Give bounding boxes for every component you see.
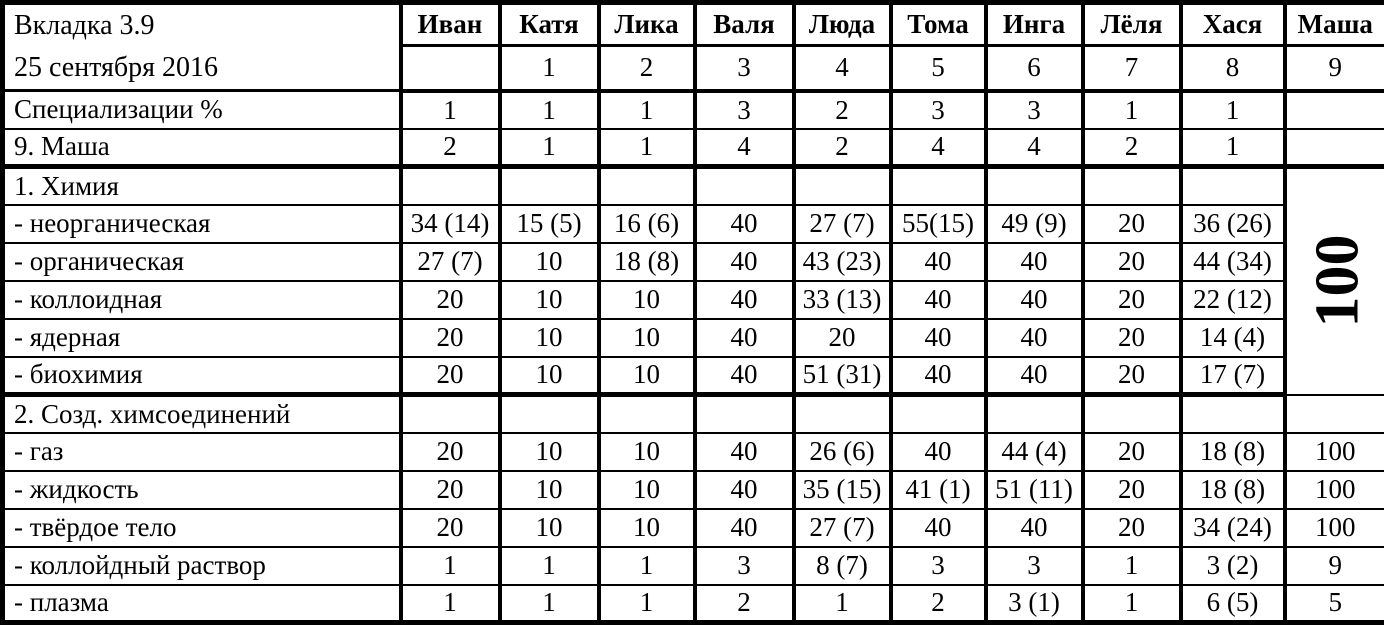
table-row (3, 547, 1384, 585)
cell: 27 (7) (794, 509, 891, 547)
merged-total-cell (1285, 167, 1384, 395)
cell: 5 (891, 46, 986, 91)
cell: 40 (986, 281, 1083, 319)
column-header: Люда (794, 3, 891, 46)
cell: 3 (986, 547, 1083, 585)
cell: 20 (401, 471, 500, 509)
row-label: - биохимия (3, 357, 401, 395)
cell (500, 395, 599, 433)
cell: 10 (599, 281, 695, 319)
cell: 40 (891, 357, 986, 395)
cell: 6 (5) (1181, 585, 1285, 623)
cell: 40 (891, 281, 986, 319)
table-row (3, 585, 1384, 623)
cell (1285, 129, 1384, 167)
column-header: Катя (500, 3, 599, 46)
cell: 49 (9) (986, 205, 1083, 243)
cell (500, 167, 599, 205)
cell: 20 (401, 281, 500, 319)
column-header: Иван (401, 3, 500, 46)
cell: 1 (500, 129, 599, 167)
cell: 8 (1181, 46, 1285, 91)
cell: 14 (4) (1181, 319, 1285, 357)
table-row-section (3, 167, 1384, 205)
cell: 20 (1083, 205, 1181, 243)
table-row (3, 281, 1384, 319)
cell: 10 (599, 433, 695, 471)
cell (599, 395, 695, 433)
row-label: 9. Маша (3, 129, 401, 167)
cell: 40 (695, 509, 794, 547)
cell (1181, 167, 1285, 205)
cell: 20 (1083, 281, 1181, 319)
cell: 27 (7) (794, 205, 891, 243)
cell (1083, 395, 1181, 433)
cell: 10 (599, 509, 695, 547)
row-label: - твёрдое тело (3, 509, 401, 547)
cell: 10 (500, 281, 599, 319)
cell: 1 (1083, 547, 1181, 585)
cell: 3 (891, 91, 986, 129)
table-row (3, 357, 1384, 395)
rotated-total: 100 (1306, 235, 1368, 328)
cell: 40 (695, 205, 794, 243)
table-row (3, 91, 1384, 129)
cell: 18 (8) (1181, 433, 1285, 471)
cell: 3 (986, 91, 1083, 129)
row-label: - жидкость (3, 471, 401, 509)
cell: 40 (986, 509, 1083, 547)
cell: 40 (695, 319, 794, 357)
cell: 40 (695, 433, 794, 471)
cell: 34 (14) (401, 205, 500, 243)
cell (695, 395, 794, 433)
cell: 2 (891, 585, 986, 623)
table-row (3, 129, 1384, 167)
table-row (3, 471, 1384, 509)
cell: 4 (794, 46, 891, 91)
cell: 10 (599, 319, 695, 357)
column-header: Лика (599, 3, 695, 46)
table-date: 25 сентября 2016 (14, 47, 395, 89)
cell: 1 (401, 547, 500, 585)
cell: 7 (1083, 46, 1181, 91)
cell: 3 (695, 46, 794, 91)
cell: 20 (1083, 509, 1181, 547)
cell: 4 (891, 129, 986, 167)
cell: 8 (7) (794, 547, 891, 585)
cell: 2 (1083, 129, 1181, 167)
table-row (3, 243, 1384, 281)
cell: 1 (794, 585, 891, 623)
total-cell: 100 (1285, 509, 1384, 547)
row-label: - коллойдный раствор (3, 547, 401, 585)
cell: 10 (500, 509, 599, 547)
cell: 20 (401, 319, 500, 357)
cell: 10 (500, 243, 599, 281)
cell (401, 46, 500, 91)
cell: 1 (1181, 91, 1285, 129)
cell: 40 (891, 509, 986, 547)
section-label: 2. Созд. химсоединений (3, 395, 401, 433)
cell: 1 (1083, 91, 1181, 129)
table-row (3, 509, 1384, 547)
row-label: - плазма (3, 585, 401, 623)
cell: 10 (500, 471, 599, 509)
cell: 20 (1083, 357, 1181, 395)
column-header: Инга (986, 3, 1083, 46)
cell: 20 (1083, 243, 1181, 281)
cell: 20 (401, 509, 500, 547)
table-row (3, 205, 1384, 243)
cell: 40 (695, 281, 794, 319)
cell: 3 (695, 91, 794, 129)
cell: 35 (15) (794, 471, 891, 509)
cell: 1 (599, 129, 695, 167)
cell: 1 (401, 91, 500, 129)
cell: 4 (695, 129, 794, 167)
cell (891, 395, 986, 433)
cell: 40 (986, 243, 1083, 281)
table-row (3, 433, 1384, 471)
cell: 33 (13) (794, 281, 891, 319)
cell: 40 (891, 433, 986, 471)
cell: 40 (695, 471, 794, 509)
column-header: Валя (695, 3, 794, 46)
cell: 41 (1) (891, 471, 986, 509)
cell: 1 (599, 585, 695, 623)
total-cell: 5 (1285, 585, 1384, 623)
row-label: - коллоидная (3, 281, 401, 319)
cell: 40 (891, 243, 986, 281)
cell: 2 (794, 129, 891, 167)
column-header: Хася (1181, 3, 1285, 46)
cell: 9 (1285, 46, 1384, 91)
cell: 4 (986, 129, 1083, 167)
table-title: Вкладка 3.9 (14, 5, 395, 47)
cell: 20 (1083, 433, 1181, 471)
cell: 40 (695, 243, 794, 281)
cell: 1 (1181, 129, 1285, 167)
cell: 10 (500, 357, 599, 395)
cell: 20 (1083, 319, 1181, 357)
row-label: - ядерная (3, 319, 401, 357)
cell: 15 (5) (500, 205, 599, 243)
cell: 20 (794, 319, 891, 357)
cell: 55(15) (891, 205, 986, 243)
cell: 10 (500, 319, 599, 357)
cell (986, 395, 1083, 433)
cell: 22 (12) (1181, 281, 1285, 319)
total-cell: 100 (1285, 433, 1384, 471)
cell: 26 (6) (794, 433, 891, 471)
cell: 27 (7) (401, 243, 500, 281)
cell (401, 167, 500, 205)
cell: 2 (401, 129, 500, 167)
table-title-cell (3, 3, 401, 91)
cell (986, 167, 1083, 205)
table-row-section (3, 395, 1384, 433)
cell: 17 (7) (1181, 357, 1285, 395)
cell: 20 (1083, 471, 1181, 509)
cell: 2 (695, 585, 794, 623)
cell (794, 167, 891, 205)
column-header: Лёля (1083, 3, 1181, 46)
cell: 6 (986, 46, 1083, 91)
cell: 40 (891, 319, 986, 357)
cell: 1 (599, 547, 695, 585)
row-label: - неорганическая (3, 205, 401, 243)
cell: 3 (1) (986, 585, 1083, 623)
total-cell: 100 (1285, 471, 1384, 509)
cell (1285, 395, 1384, 433)
cell: 44 (34) (1181, 243, 1285, 281)
cell (891, 167, 986, 205)
cell: 18 (8) (1181, 471, 1285, 509)
cell: 1 (500, 547, 599, 585)
cell (695, 167, 794, 205)
table-row-names (3, 3, 1384, 46)
cell (401, 395, 500, 433)
cell: 36 (26) (1181, 205, 1285, 243)
cell (1285, 91, 1384, 129)
cell: 34 (24) (1181, 509, 1285, 547)
cell (1083, 167, 1181, 205)
cell: 44 (4) (986, 433, 1083, 471)
cell: 10 (500, 433, 599, 471)
cell: 10 (599, 357, 695, 395)
cell (1181, 395, 1285, 433)
cell (599, 167, 695, 205)
cell: 1 (1083, 585, 1181, 623)
cell: 1 (401, 585, 500, 623)
cell: 51 (11) (986, 471, 1083, 509)
cell: 3 (695, 547, 794, 585)
column-header: Маша (1285, 3, 1384, 46)
row-label: - газ (3, 433, 401, 471)
cell: 3 (2) (1181, 547, 1285, 585)
cell: 10 (599, 471, 695, 509)
total-cell: 9 (1285, 547, 1384, 585)
cell: 40 (986, 357, 1083, 395)
cell: 2 (794, 91, 891, 129)
cell: 18 (8) (599, 243, 695, 281)
cell: 51 (31) (794, 357, 891, 395)
cell: 40 (695, 357, 794, 395)
cell: 3 (891, 547, 986, 585)
cell: 43 (23) (794, 243, 891, 281)
cell: 1 (500, 91, 599, 129)
row-label: - органическая (3, 243, 401, 281)
table-row (3, 319, 1384, 357)
cell: 40 (986, 319, 1083, 357)
cell: 1 (500, 585, 599, 623)
cell (794, 395, 891, 433)
column-header: Тома (891, 3, 986, 46)
cell: 20 (401, 433, 500, 471)
cell: 2 (599, 46, 695, 91)
cell: 1 (599, 91, 695, 129)
cell: 20 (401, 357, 500, 395)
section-label: 1. Химия (3, 167, 401, 205)
row-label: Специализации % (3, 91, 401, 129)
cell: 16 (6) (599, 205, 695, 243)
cell: 1 (500, 46, 599, 91)
